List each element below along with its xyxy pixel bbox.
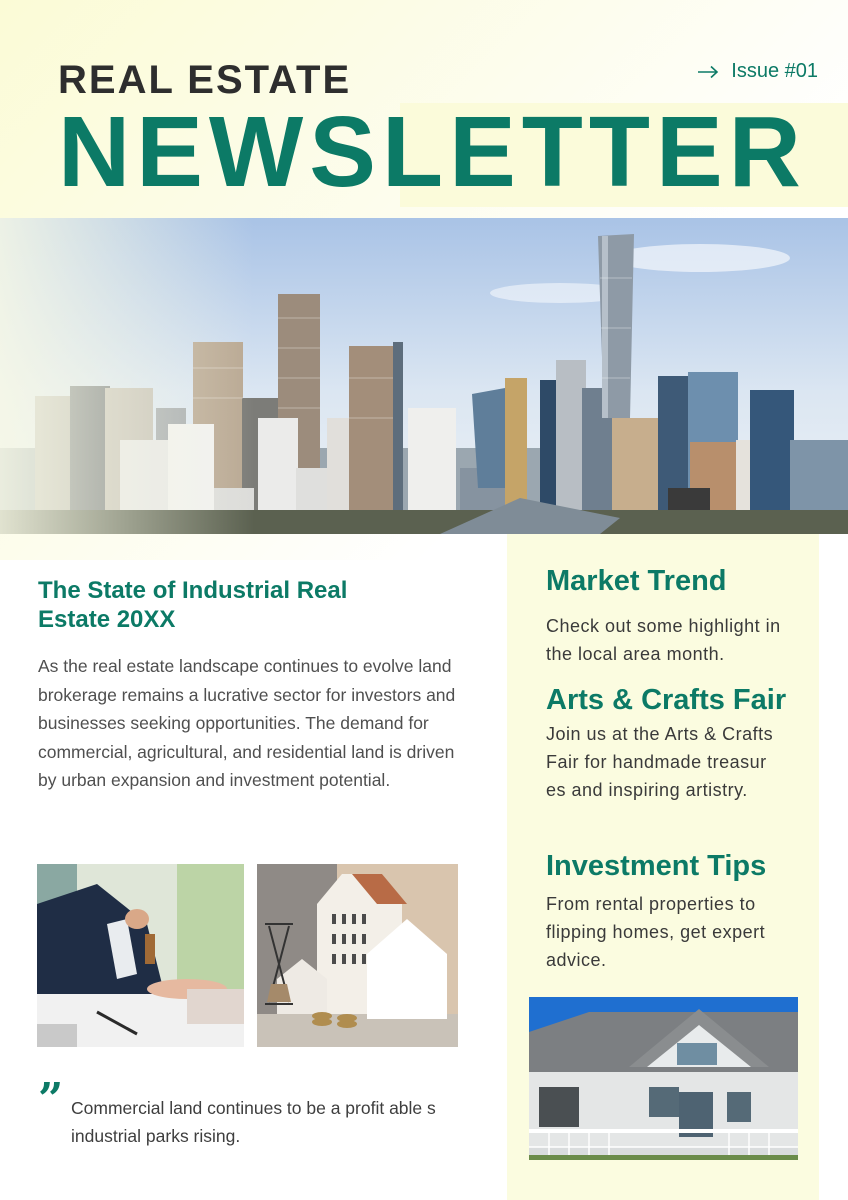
market-trend-text: Check out some highlight in the local area month. [546,616,781,664]
article-title: The State of Industrial Real Estate 20XX [38,577,348,633]
arts-crafts-text: Join us at the Arts & Crafts Fair for handmade treasur es and inspiring artistry. [546,724,774,800]
investment-tips-heading: Investment Tips [546,850,767,882]
masthead-kicker: REAL ESTATE [58,58,352,102]
house-models-photo [257,864,458,1047]
market-trend-heading: Market Trend [546,565,727,597]
arts-crafts-heading: Arts & Crafts Fair [546,684,787,716]
investment-tips-text: From rental properties to flipping homes, get expert advice. [546,894,766,970]
article-body: As the real estate landscape continues to evolve land brokerage remains a lucrative sector for investors and businesses seeking opportunities. The demand for commercial, agricultural, and residential land is driven by urban expansion and investment potential. [38,656,456,791]
quote-icon: ” [38,1074,64,1125]
issue-number: Issue #01 [731,60,818,82]
masthead-title: NEWSLETTER [58,96,807,208]
city-skyline-image [0,218,848,534]
house-photo [529,997,798,1160]
pull-quote: Commercial land continues to be a profit able s industrial parks rising. [71,1098,436,1146]
issue-label [697,60,818,83]
key-handover-photo [37,864,244,1047]
arrow-right-icon [697,65,719,79]
